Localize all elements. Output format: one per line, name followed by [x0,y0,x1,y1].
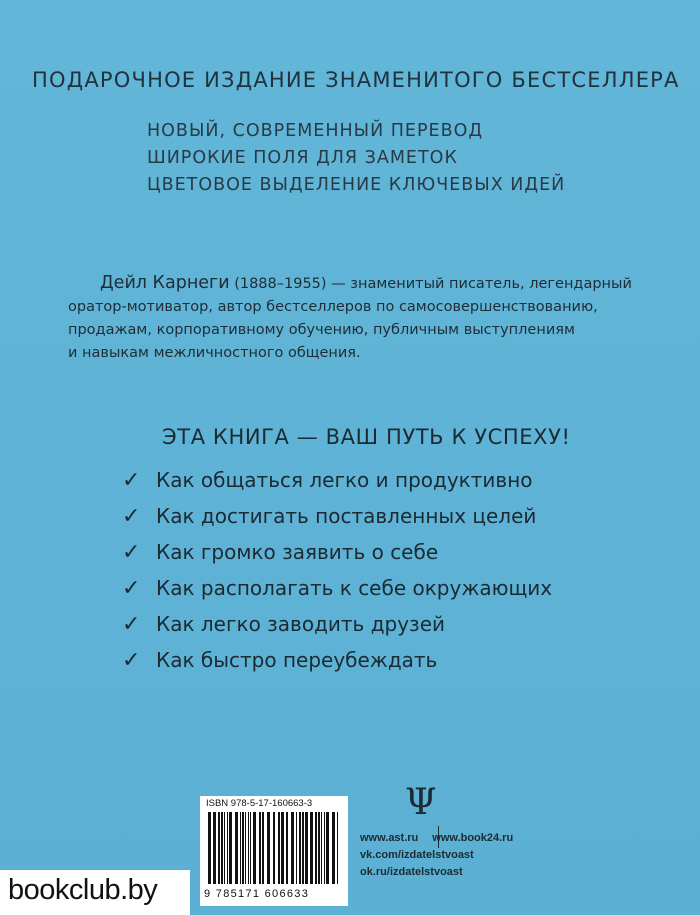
feature-item: ШИРОКИЕ ПОЛЯ ДЛЯ ЗАМЕТОК [147,148,458,168]
list-item [122,642,552,678]
barcode-bar [229,812,232,884]
link-ast[interactable]: www.ast.ru [360,832,419,844]
barcode-bar [332,812,335,884]
barcode-bar [235,812,238,884]
barcode-bar [302,812,304,884]
barcode-bar [318,812,320,884]
barcode-bar [267,812,270,884]
barcode-bar [221,812,223,884]
checkmark-icon: ✓ [122,503,141,529]
checkmark-icon: ✓ [122,467,141,493]
barcode-bar [273,812,275,884]
link-ok[interactable]: ok.ru/izdatelstvoast [360,866,463,878]
checkmark-icon: ✓ [122,611,141,637]
list-item [122,462,552,498]
barcode-bar [224,812,225,884]
barcode-bar [305,812,308,884]
barcode-bar [240,812,241,884]
list-item-text: Как общаться легко и продуктивно [156,468,533,492]
barcode-bar [326,812,329,884]
bio-line-4: и навыкам межличностного общения. [68,345,361,361]
author-name: Дейл Карнеги [100,273,230,293]
link-book24[interactable]: www.book24.ru [432,832,514,844]
benefits-list [122,462,552,678]
barcode-bar [227,812,228,884]
list-item-text: Как громко заявить о себе [156,540,439,564]
barcode-icon [206,812,342,886]
barcode-bar [245,812,246,884]
features-list [147,118,565,199]
checkmark-icon: ✓ [122,539,141,565]
headline: ПОДАРОЧНОЕ ИЗДАНИЕ ЗНАМЕНИТОГО БЕСТСЕЛЛЕРА [32,68,680,92]
barcode-bar [299,812,301,884]
checkmark-icon: ✓ [122,647,141,673]
bio-line-1: (1888–1955) — знаменитый писатель, легендарный [229,276,632,292]
barcode-bar [315,812,317,884]
list-item-text: Как достигать поставленных целей [156,504,537,528]
barcode-bar [278,812,280,884]
barcode-bar [296,812,297,884]
isbn-text: ISBN 978-5-17-160663-3 [206,798,313,809]
barcode-bar [281,812,284,884]
barcode-bar [310,812,313,884]
bio-line-3: продажам, корпоративному обучению, публичным выступлениям [68,322,575,338]
barcode-bar [321,812,322,884]
barcode-bar [253,812,256,884]
publisher-logo: Ψ [405,782,437,823]
barcode-label [200,796,348,906]
barcode-bar [324,812,325,884]
barcode-bar [286,812,288,884]
feature-item: ЦВЕТОВОЕ ВЫДЕЛЕНИЕ КЛЮЧЕВЫХ ИДЕЙ [147,175,566,195]
list-item [122,570,552,606]
list-item-text: Как быстро переубеждать [156,648,438,672]
list-item [122,498,552,534]
list-item-text: Как легко заводить друзей [156,612,445,636]
checkmark-icon: ✓ [122,575,141,601]
bio-line-2: оратор-мотиватор, автор бестселлеров по самосовершенствованию, [68,299,598,315]
watermark [0,870,190,915]
list-item [122,606,552,642]
barcode-digits: 9 785171 606633 [204,888,310,900]
list-item [122,534,552,570]
barcode-bar [259,812,261,884]
watermark-text: bookclub.by [8,874,158,906]
barcode-bar [242,812,244,884]
barcode-bar [262,812,264,884]
barcode-bar [248,812,249,884]
barcode-bar [291,812,294,884]
barcode-bar [218,812,220,884]
barcode-bar [213,812,216,884]
feature-item: НОВЫЙ, СОВРЕМЕННЫЙ ПЕРЕВОД [147,121,484,141]
author-bio [68,272,668,365]
link-vk[interactable]: vk.com/izdatelstvoast [360,849,474,861]
barcode-bar [208,812,211,884]
publisher-links [360,830,513,881]
barcode-bar [250,812,251,884]
barcode-bar [337,812,338,884]
list-item-text: Как располагать к себе окружающих [156,576,553,600]
slogan: ЭТА КНИГА — ВАШ ПУТЬ К УСПЕХУ! [162,425,571,449]
